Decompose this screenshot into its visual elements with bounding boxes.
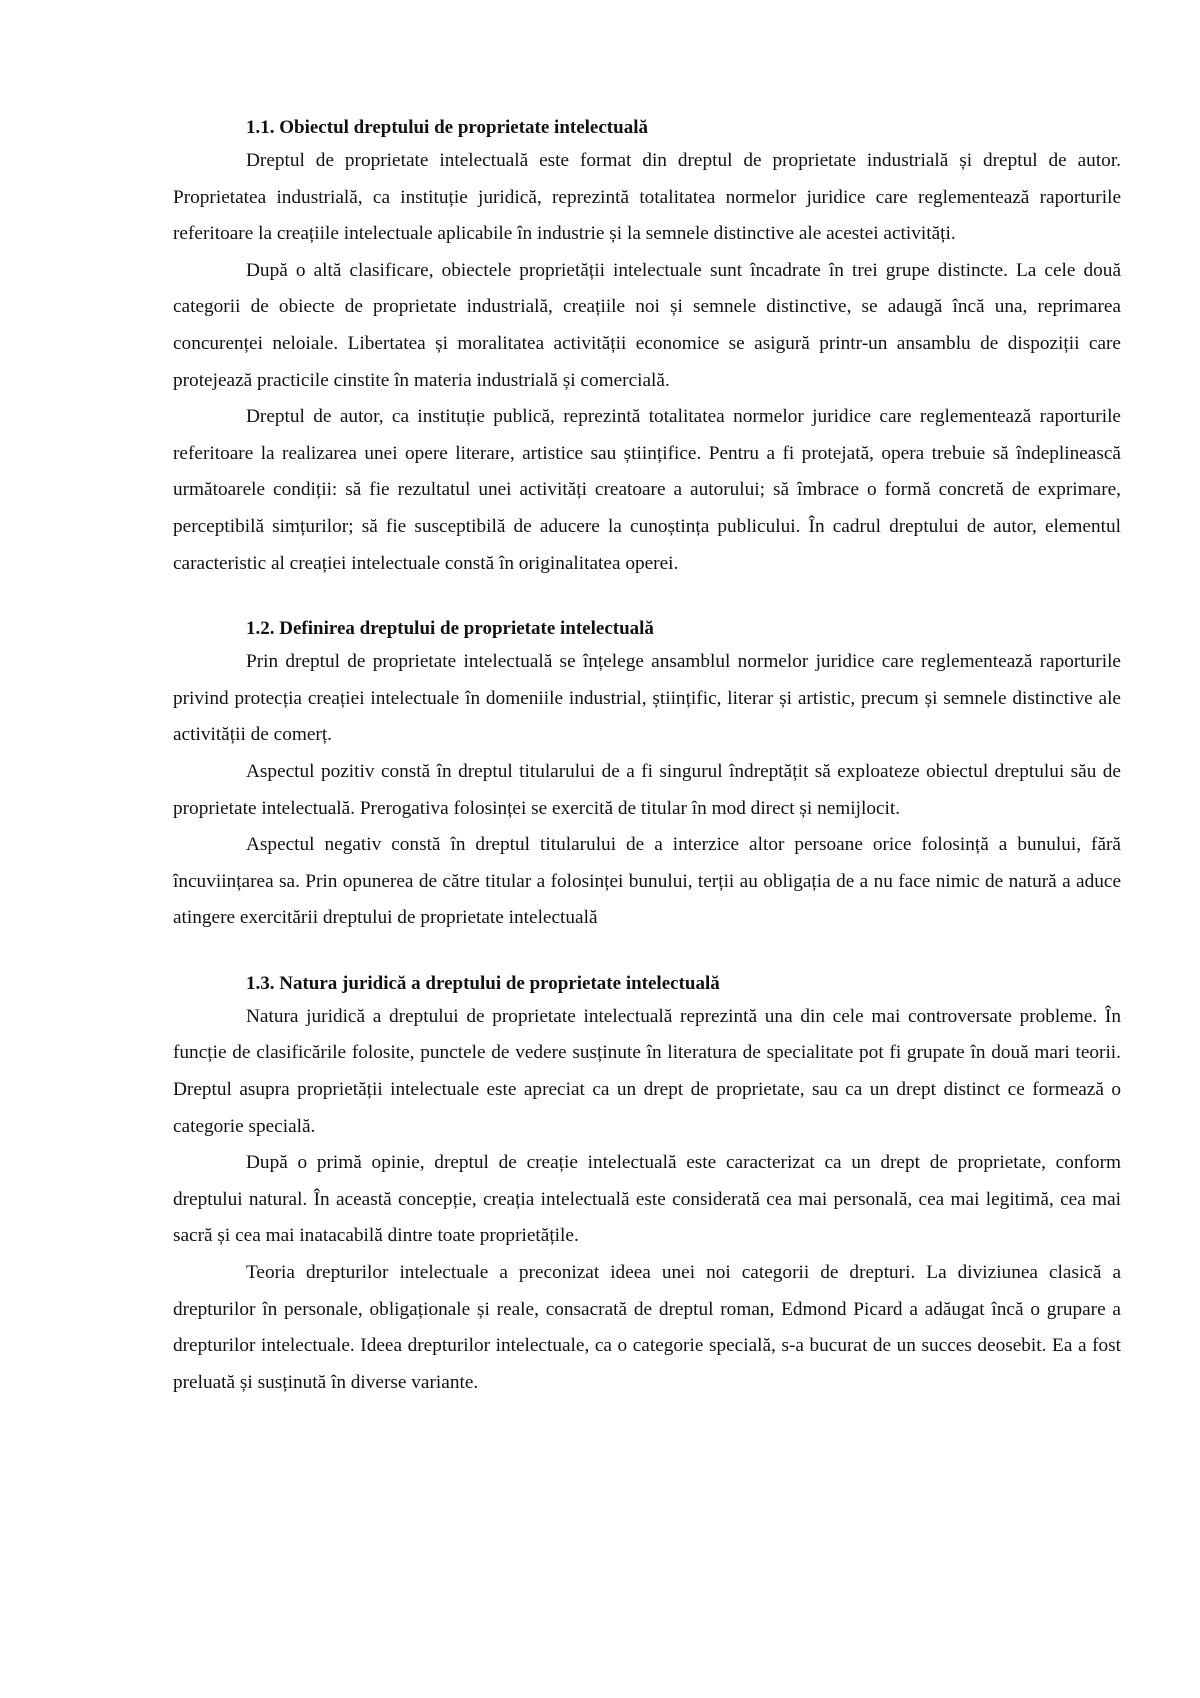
paragraph: După o primă opinie, dreptul de creație intelectuală este caracterizat ca un drept de proprietate, conform dreptului natural. În această concepție, creația intelectuală este considerată cea mai personală, cea mai legitimă, cea mai sacră și cea mai inatacabilă dintre toate proprietățile. [173, 1152, 1121, 1247]
paragraph: Dreptul de proprietate intelectuală este format din dreptul de proprietate industrială și dreptul de autor. Proprietatea industrială, ca instituție juridică, reprezintă totalitatea normelor juridice care reglementează raporturile referitoare la creațiile intelectuale aplicabile în industrie și la semnele distinctive ale acestei activități. [173, 150, 1121, 245]
section-natura-juridica [173, 968, 1121, 1402]
section-heading: 1.1. Obiectul dreptului de proprietate intelectuală [246, 117, 648, 138]
paragraph: Natura juridică a dreptului de proprietate intelectuală reprezintă una din cele mai controversate probleme. În funcție de clasificările folosite, punctele de vedere susținute în literatura de specialitate pot fi grupate în două mari teorii. Dreptul asupra proprietății intelectuale este apreciat ca un drept de proprietate, sau ca un drept distinct ce formează o categorie specială. [173, 1005, 1121, 1137]
paragraph: Teoria drepturilor intelectuale a preconizat ideea unei noi categorii de drepturi. La diviziunea clasică a drepturilor în personale, obligaționale și reale, consacrată de dreptul roman, Edmond Picard a adăugat încă o grupare a drepturilor intelectuale. Ideea drepturilor intelectuale, ca o categorie specială, s-a bucurat de un succes deosebit. Ea a fost preluată și susținută în diverse variante. [173, 1262, 1121, 1393]
section-heading: 1.2. Definirea dreptului de proprietate intelectuală [246, 618, 654, 640]
paragraph: Aspectul negativ constă în dreptul titularului de a interzice altor persoane orice folosință a bunului, fără încuviințarea sa. Prin opunerea de către titular a folosinței bunului, terții au obligația de a nu face nimic de natură a aduce atingere exercitării dreptului de proprietate intelectuală [173, 834, 1121, 929]
paragraph: Prin dreptul de proprietate intelectuală se înțelege ansamblul normelor juridice care reglementează raporturile privind protecția creației intelectuale în domeniile industrial, științific, literar și artistic, precum și semnele distinctive ale activității de comerț. [173, 651, 1121, 746]
section-heading: 1.3. Natura juridică a dreptului de proprietate intelectuală [246, 972, 720, 994]
paragraph: După o altă clasificare, obiectele proprietății intelectuale sunt încadrate în trei grupe distincte. La cele două categorii de obiecte de proprietate industrială, creațiile noi și semnele distinctive, se adaugă încă una, reprimarea concurenței neloiale. Libertatea și moralitatea activității economice se asigură printr-un ansamblu de dispoziții care protejează practicile cinstite în materia industrială și comercială. [173, 259, 1121, 391]
section-definirea [173, 613, 1121, 937]
section-obiectul [173, 112, 1121, 582]
paragraph: Aspectul pozitiv constă în dreptul titularului de a fi singurul îndreptățit să exploateze obiectul dreptului său de proprietate intelectuală. Prerogativa folosinței se exercită de titular în mod direct și nemijlocit. [173, 760, 1121, 819]
document-page [173, 112, 1121, 1432]
paragraph: Dreptul de autor, ca instituție publică, reprezintă totalitatea normelor juridice care reglementează raporturile referitoare la realizarea unei opere literare, artistice sau științifice. Pentru a fi protejată, opera trebuie să îndeplinească următoarele condiții: să fie rezultatul unei activități creatoare a autorului; să îmbrace o formă concretă de exprimare, perceptibilă simțurilor; să fie susceptibilă de aducere la cunoștința publicului. În cadrul dreptului de autor, elementul caracteristic al creației intelectuale constă în originalitatea operei. [173, 406, 1121, 574]
